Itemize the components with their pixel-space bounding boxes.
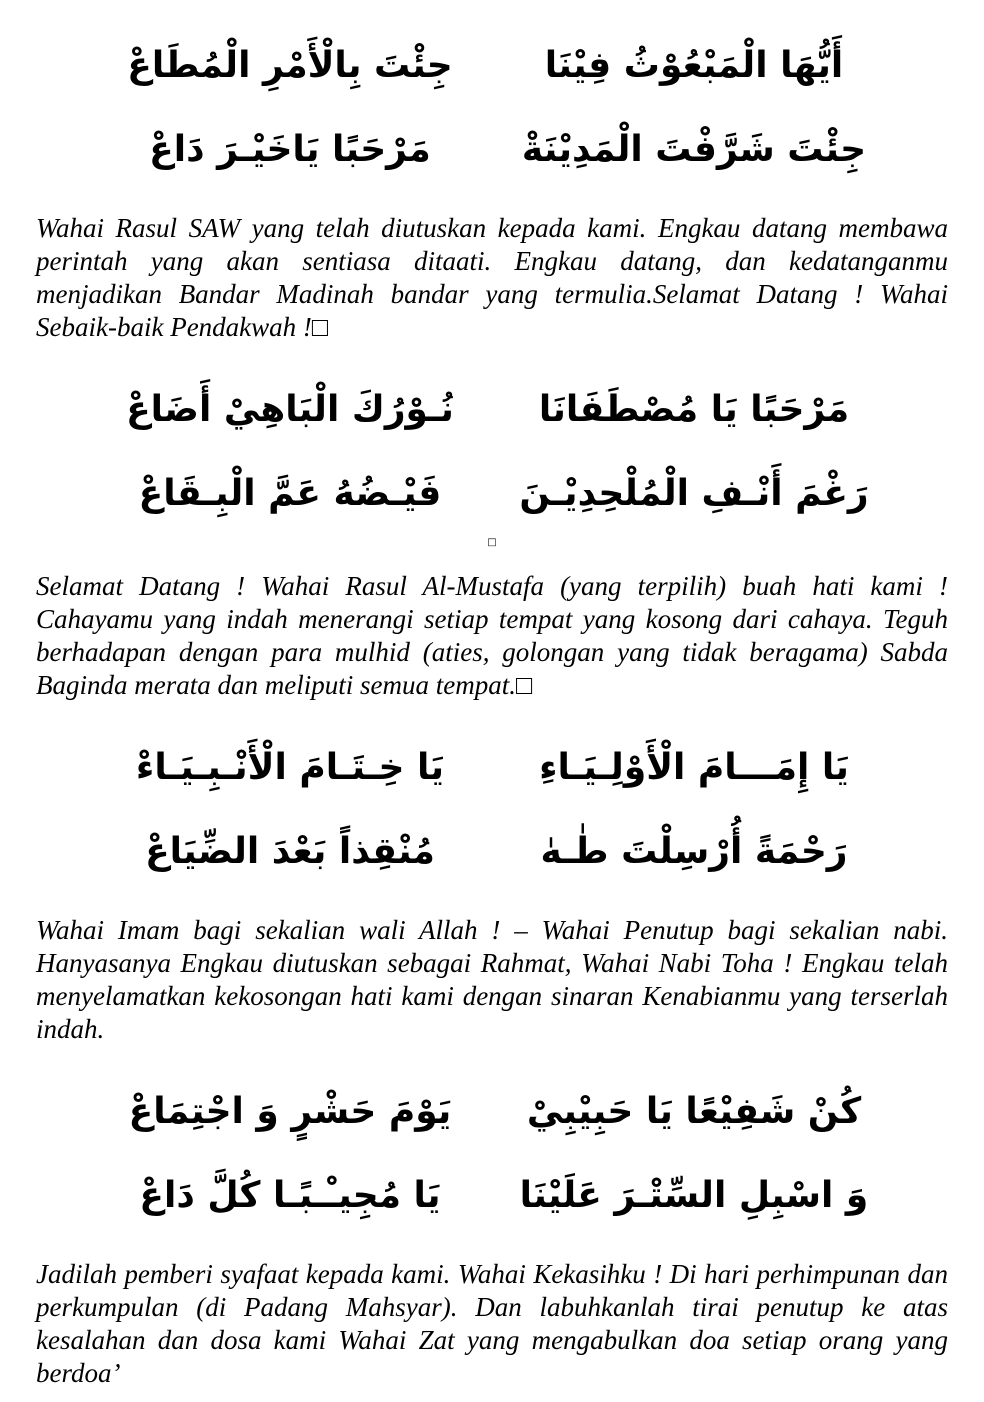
- arabic-couplet-4: [36, 1070, 948, 1238]
- hemistich-right: وَ اسْبِلِ السِّتْـرَ عَلَيْنَا: [519, 1175, 869, 1216]
- hemistich-left: يَا مُجِيـْـبًـا كُلَّ دَاعْ: [139, 1175, 441, 1216]
- couplet-line: [88, 24, 896, 108]
- hemistich-left: يَا خِـتَـامَ الْأَنْـبِـيَـاءْ: [135, 747, 445, 788]
- hemistich-right: رَغْمَ أَنْـفِ الْمُلْحِدِيْـنَ: [519, 473, 869, 514]
- couplet-line: [88, 1154, 896, 1238]
- couplet-line: [88, 108, 896, 192]
- translation-paragraph-1: Wahai Rasul SAW yang telah diutuskan kepada kami. Engkau datang membawa perintah yang akan sentiasa ditaati. Engkau datang, dan kedatanganmu menjadikan Bandar Madinah bandar yang termulia.Selamat Datang ! Wahai Sebaik-baik Pendakwah !□: [36, 213, 948, 342]
- hemistich-left: فَيْـضُهُ عَمَّ الْبِـقَاعْ: [138, 473, 442, 514]
- hemistich-right: كُنْ شَفِيْعًا يَا حَبِيْبِيْ: [526, 1091, 862, 1132]
- couplet-line: [88, 368, 896, 452]
- hemistich-left: مُنْقِذاً بَعْدَ الضِّيَاعْ: [145, 831, 435, 872]
- hemistich-right: رَحْمَةً أُرْسِلْتَ طٰـهٰ: [540, 831, 848, 872]
- translation-paragraph-2: Selamat Datang ! Wahai Rasul Al-Mustafa (yang terpilih) buah hati kami ! Cahayamu yang indah menerangi setiap tempat yang kosong dari cahaya. Teguh berhadapan dengan para mulhid (aties, golongan yang tidak beragama) Sabda Baginda merata dan meliputi semua tempat.□: [36, 571, 948, 700]
- arabic-couplet-2: [36, 368, 948, 536]
- couplet-line: [88, 452, 896, 536]
- arabic-couplet-3: [36, 726, 948, 894]
- translation-paragraph-4: Jadilah pemberi syafaat kepada kami. Wahai Kekasihku ! Di hari perhimpunan dan perkumpulan (di Padang Mahsyar). Dan labuhkanlah tirai penutup ke atas kesalahan dan dosa kami Wahai Zat yang mengabulkan doa setiap orang yang berdoa’: [36, 1259, 948, 1388]
- translation-paragraph-3: Wahai Imam bagi sekalian wali Allah ! – Wahai Penutup bagi sekalian nabi. Hanyasanya Engkau diutuskan sebagai Rahmat, Wahai Nabi Toha ! Engkau telah menyelamatkan kekosongan hati kami dengan sinaran Kenabianmu yang terserlah indah.: [36, 915, 948, 1044]
- hemistich-right: يَا إِمَـــامَ الْأَوْلِـيَـاءِ: [539, 747, 849, 788]
- couplet-line: [88, 810, 896, 894]
- couplet-line: [88, 1070, 896, 1154]
- couplet-line: [88, 726, 896, 810]
- hemistich-left: نُـوْرُكَ الْبَاهِيْ أَضَاعْ: [126, 389, 454, 430]
- arabic-couplet-1: [36, 24, 948, 192]
- hemistich-right: أَيُّهَا الْمَبْعُوْثُ فِيْنَا: [544, 45, 844, 86]
- hemistich-right: مَرْحَبًا يَا مُصْطَفَانَا: [538, 389, 850, 430]
- hemistich-left: يَوْمَ حَشْرٍ وَ اجْتِمَاعْ: [128, 1091, 452, 1132]
- hemistich-left: مَرْحَبًا يَاخَيْـرَ دَاعْ: [149, 129, 431, 170]
- hemistich-right: جِئْتَ شَرَّفْتَ الْمَدِيْنَةْ: [521, 129, 867, 170]
- hemistich-left: جِئْتَ بِالْأَمْرِ الْمُطَاعْ: [127, 45, 453, 86]
- missing-glyph-box: □: [487, 537, 497, 548]
